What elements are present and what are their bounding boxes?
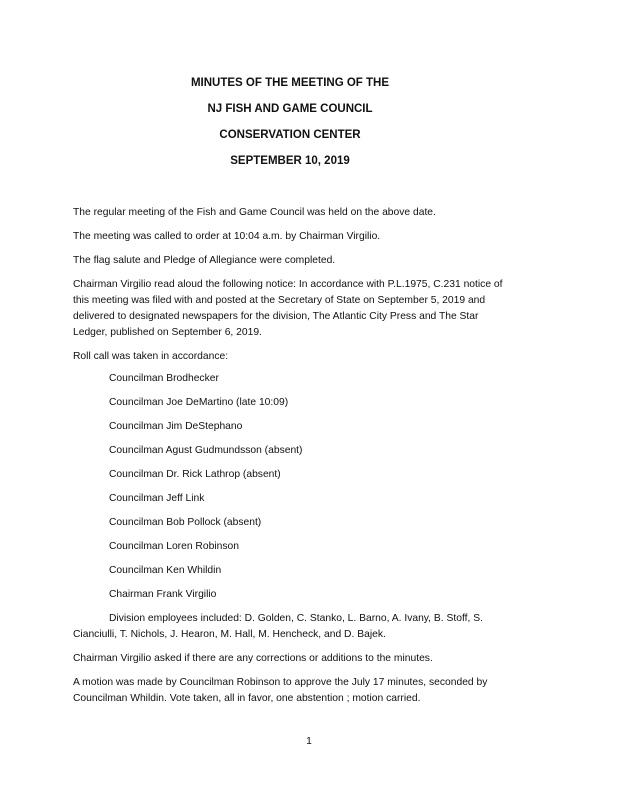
title-line: NJ FISH AND GAME COUNCIL xyxy=(207,103,373,115)
roll-call-item: Chairman Frank Virgilio xyxy=(109,589,217,600)
title-line: CONSERVATION CENTER xyxy=(219,129,361,141)
division-line: Cianciulli, T. Nichols, J. Hearon, M. Hall, M. Hencheck, and D. Bajek. xyxy=(73,629,386,640)
division-employees-paragraph xyxy=(73,611,553,643)
motion-line: Councilman Whildin. Vote taken, all in favor, one abstention ; motion carried. xyxy=(73,693,421,704)
roll-call-item: Councilman Agust Gudmundsson (absent) xyxy=(109,445,303,456)
notice-line: Chairman Virgilio read aloud the following notice: In accordance with P.L.1975, C.231 notice of xyxy=(73,279,503,290)
page-number: 1 xyxy=(306,736,312,747)
roll-call-item: Councilman Jeff Link xyxy=(109,493,205,504)
title-line: SEPTEMBER 10, 2019 xyxy=(230,155,350,167)
roll-call-item: Councilman Bob Pollock (absent) xyxy=(109,517,262,528)
document-body xyxy=(73,205,553,715)
meeting-held-paragraph: The regular meeting of the Fish and Game Council was held on the above date. xyxy=(73,207,436,218)
flag-salute-paragraph: The flag salute and Pledge of Allegiance were completed. xyxy=(73,255,336,266)
roll-call-item: Councilman Dr. Rick Lathrop (absent) xyxy=(109,469,281,480)
title-line: MINUTES OF THE MEETING OF THE xyxy=(190,77,390,89)
motion-paragraph xyxy=(73,675,553,707)
notice-line: Ledger, published on September 6, 2019. xyxy=(73,327,262,338)
division-line: Division employees included: D. Golden, C. Stanko, L. Barno, A. Ivany, B. Stoff, S. xyxy=(109,613,483,624)
motion-line: A motion was made by Councilman Robinson to approve the July 17 minutes, seconded by xyxy=(73,677,488,688)
roll-call-list xyxy=(73,371,553,611)
roll-call-item: Councilman Joe DeMartino (late 10:09) xyxy=(109,397,289,408)
notice-line: this meeting was filed with and posted at the Secretary of State on September 5, 2019 and xyxy=(73,295,486,306)
roll-call-intro: Roll call was taken in accordance: xyxy=(73,351,229,362)
roll-call-item: Councilman Loren Robinson xyxy=(109,541,239,552)
notice-line: delivered to designated newspapers for the division, The Atlantic City Press and The Star xyxy=(73,311,479,322)
roll-call-item: Councilman Ken Whildin xyxy=(109,565,222,576)
called-to-order-paragraph: The meeting was called to order at 10:04 a.m. by Chairman Virgilio. xyxy=(73,231,381,242)
roll-call-item: Councilman Jim DeStephano xyxy=(109,421,243,432)
notice-paragraph xyxy=(73,277,553,341)
document-title xyxy=(150,74,430,178)
corrections-paragraph: Chairman Virgilio asked if there are any corrections or additions to the minutes. xyxy=(73,653,433,664)
roll-call-item: Councilman Brodhecker xyxy=(109,373,219,384)
